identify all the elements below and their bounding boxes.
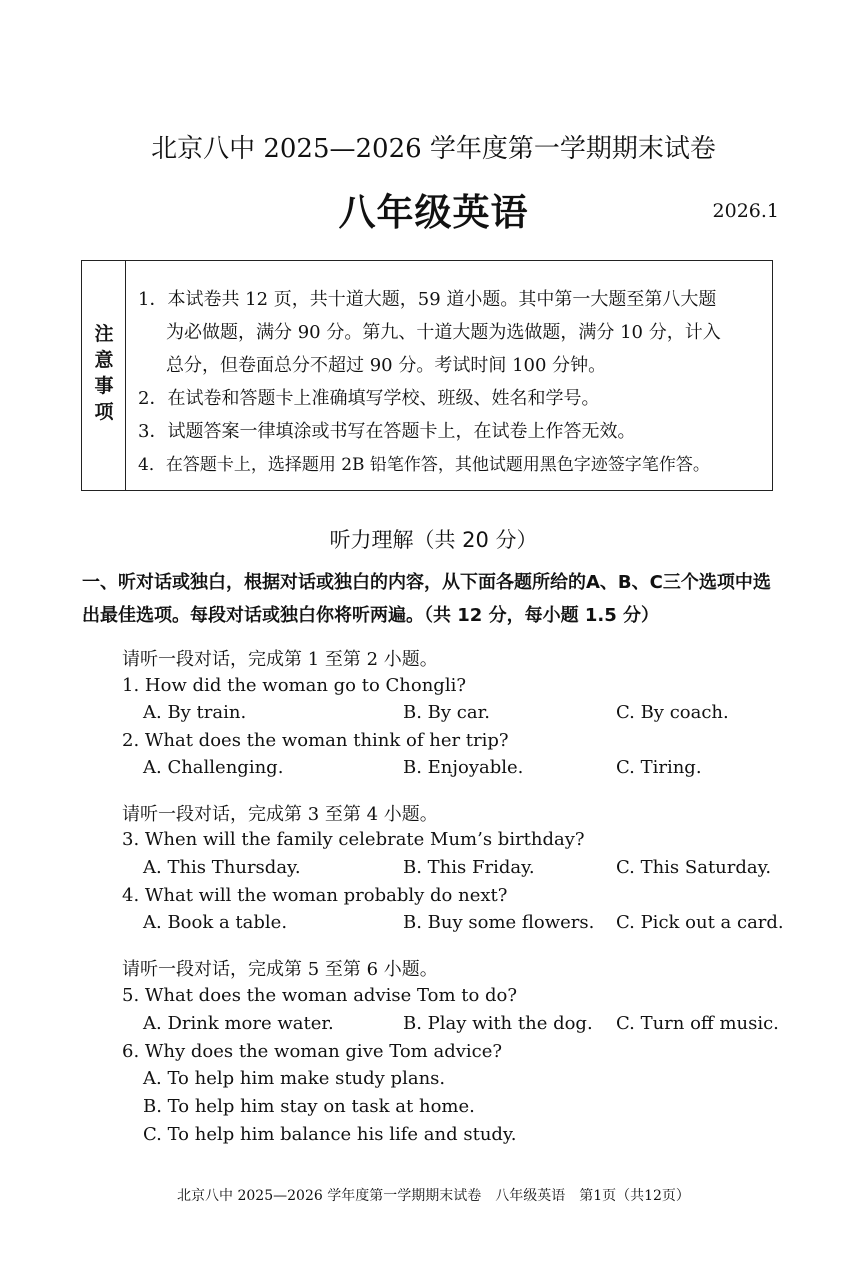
dialogue-prompt-3: 请听一段对话，完成第 5 至第 6 小题。	[122, 959, 438, 980]
subject-title: 八年级英语	[338, 190, 529, 234]
notice-line-6: 4．在答题卡上，选择题用 2B 铅笔作答，其他试题用黑色字迹签字笔作答。	[138, 455, 710, 475]
exam-date: 2026.1	[712, 200, 779, 222]
q3-option-b: B. This Friday.	[403, 857, 535, 878]
question-6: 6. Why does the woman give Tom advice?	[122, 1041, 503, 1062]
page-footer: 北京八中 2025—2026 学年度第一学期期末试卷 八年级英语 第1页（共12页）	[177, 1188, 690, 1204]
notice-line-5: 3．试题答案一律填涂或书写在答题卡上，在试卷上作答无效。	[138, 421, 636, 442]
q1-option-b: B. By car.	[403, 702, 490, 723]
q6-option-a: A. To help him make study plans.	[143, 1068, 446, 1089]
q5-option-b: B. Play with the dog.	[403, 1013, 593, 1034]
question-3: 3. When will the family celebrate Mum’s birthday?	[122, 829, 585, 850]
notice-label: 注 意 事 项	[94, 323, 114, 423]
q5-option-a: A. Drink more water.	[143, 1013, 334, 1034]
q1-option-c: C. By coach.	[616, 702, 729, 723]
notice-label-column	[82, 261, 126, 490]
section-title: 听力理解（共 20 分）	[329, 528, 538, 552]
q6-option-b: B. To help him stay on task at home.	[143, 1096, 475, 1117]
question-5: 5. What does the woman advise Tom to do?	[122, 985, 518, 1006]
q3-option-c: C. This Saturday.	[616, 857, 772, 878]
question-2: 2. What does the woman think of her trip?	[122, 730, 509, 751]
dialogue-prompt-1: 请听一段对话，完成第 1 至第 2 小题。	[122, 649, 438, 670]
notice-line-1: 1．本试卷共 12 页，共十道大题，59 道小题。其中第一大题至第八大题	[138, 289, 717, 310]
section-instruction-line-2: 出最佳选项。每段对话或独白你将听两遍。（共 12 分，每小题 1.5 分）	[82, 605, 659, 626]
notice-box	[81, 260, 773, 491]
q2-option-a: A. Challenging.	[143, 757, 284, 778]
q4-option-c: C. Pick out a card.	[616, 912, 784, 933]
q2-option-b: B. Enjoyable.	[403, 757, 524, 778]
notice-line-2: 为必做题，满分 90 分。第九、十道大题为选做题，满分 10 分，计入	[166, 322, 721, 343]
q2-option-c: C. Tiring.	[616, 757, 702, 778]
q6-option-c: C. To help him balance his life and study.	[143, 1124, 517, 1145]
q1-option-a: A. By train.	[143, 702, 247, 723]
exam-title: 北京八中 2025—2026 学年度第一学期期末试卷	[151, 134, 716, 164]
q5-option-c: C. Turn off music.	[616, 1013, 779, 1034]
question-4: 4. What will the woman probably do next?	[122, 885, 508, 906]
question-1: 1. How did the woman go to Chongli?	[122, 675, 466, 696]
notice-line-4: 2．在试卷和答题卡上准确填写学校、班级、姓名和学号。	[138, 388, 600, 409]
section-instruction-line-1: 一、听对话或独白，根据对话或独白的内容，从下面各题所给的A、B、C三个选项中选	[82, 572, 771, 593]
q3-option-a: A. This Thursday.	[143, 857, 301, 878]
notice-line-3: 总分，但卷面总分不超过 90 分。考试时间 100 分钟。	[166, 355, 607, 376]
q4-option-a: A. Book a table.	[143, 912, 288, 933]
dialogue-prompt-2: 请听一段对话，完成第 3 至第 4 小题。	[122, 804, 438, 825]
q4-option-b: B. Buy some flowers.	[403, 912, 595, 933]
